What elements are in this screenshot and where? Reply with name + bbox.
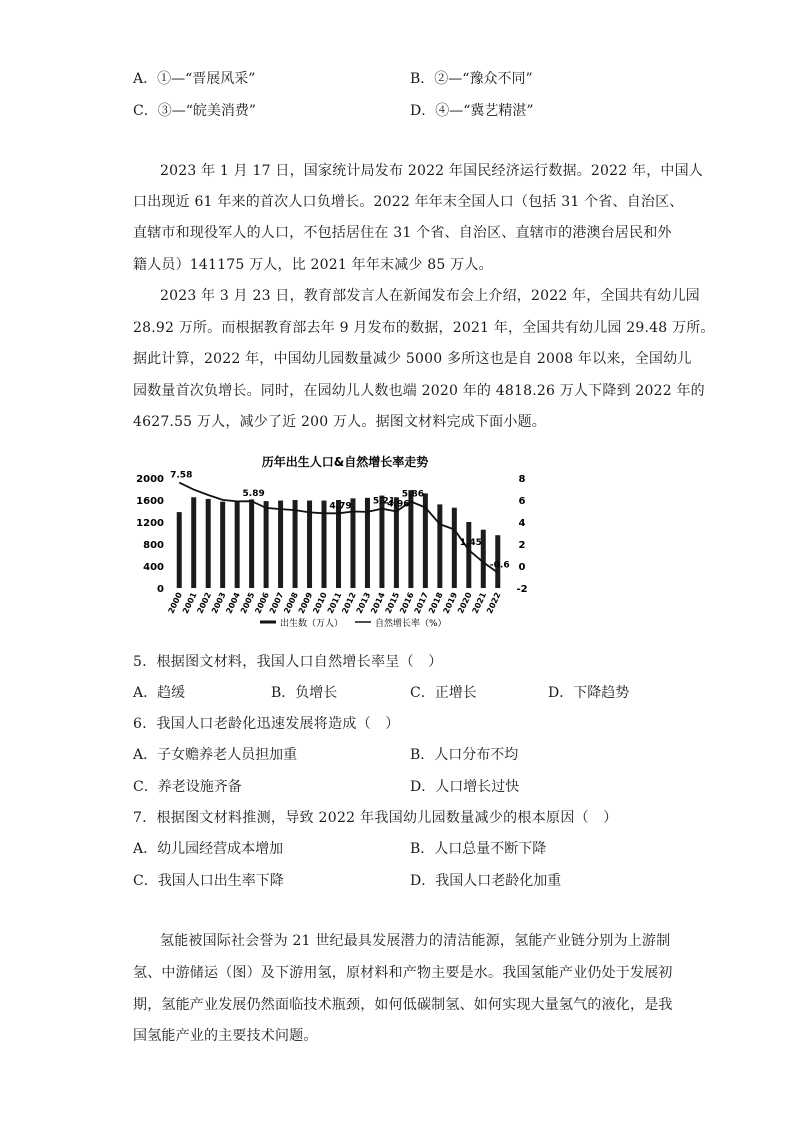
q5-option-a: A．趋缓: [133, 685, 186, 701]
q6-option-c: C．养老设施齐备: [133, 779, 242, 795]
x-tick-label: 2016: [398, 591, 416, 616]
passage1-line: 籍人员）141175 万人，比 2021 年年末减少 85 万人。: [133, 257, 493, 273]
left-tick-label: 1200: [136, 518, 164, 529]
left-tick-label: 2000: [136, 474, 164, 485]
x-tick-label: 2002: [195, 591, 214, 616]
rate-data-label: 5.21: [372, 496, 396, 507]
bar-birth: [293, 500, 298, 588]
q4-option-c: C．③—“皖美消费”: [133, 103, 257, 119]
left-tick-label: 0: [157, 584, 164, 595]
x-tick-label: 2022: [485, 591, 503, 616]
x-tick-label: 2011: [325, 591, 344, 616]
right-tick-label: 6: [518, 496, 526, 507]
x-tick-label: 2009: [296, 591, 315, 616]
q4-option-a: A．①—“晋展风采”: [133, 71, 256, 87]
passage1-line: 4627.55 万人，减少了近 200 万人。据图文材料完成下面小题。: [133, 414, 546, 430]
x-tick-label: 2001: [180, 591, 199, 616]
q6-stem: 6．我国人口老龄化迅速发展将造成（ ）: [133, 716, 400, 732]
q5-option-c: C．正增长: [410, 685, 477, 701]
passage2-line: 期，氢能产业发展仍然面临技术瓶颈，如何低碳制氢、如何实现大量氢气的液化，是我: [133, 997, 673, 1013]
passage1-line: 2023 年 1 月 17 日，国家统计局发布 2022 年国民经济运行数据。2022 年，中国人: [160, 163, 704, 179]
x-tick-label: 2018: [427, 591, 445, 616]
q5-option-d: D．下降趋势: [548, 685, 630, 701]
q7-option-b: B．人口总量不断下降: [410, 841, 547, 857]
rate-data-label: 7.58: [170, 470, 193, 481]
left-tick-label: 400: [143, 562, 164, 573]
x-tick-label: 2017: [412, 591, 431, 616]
passage1-line: 28.92 万所。而根据教育部去年 9 月发布的数据，2021 年，全国共有幼儿园 29.48 万所。: [133, 320, 715, 336]
x-tick-label: 2005: [238, 591, 257, 616]
q6-option-b: B．人口分布不均: [410, 747, 519, 763]
bar-birth: [191, 497, 196, 588]
passage1-line: 据此计算，2022 年，中国幼儿园数量减少 5000 多所这也是自 2008 年以来，全国幼儿: [133, 351, 692, 367]
rate-data-label: 4.96: [387, 499, 410, 510]
rate-data-label: 5.89: [242, 489, 265, 500]
rate-data-label: 1.45: [459, 538, 482, 549]
x-tick-label: 2020: [456, 591, 474, 616]
right-tick-label: 4: [518, 518, 526, 529]
bar-birth: [206, 499, 211, 588]
passage2-line: 氢能被国际社会誉为 21 世纪最具发展潜力的清洁能源，氢能产业链分别为上游制: [160, 933, 671, 949]
passage2-line: 氢、中游储运（图）及下游用氢，原材料和产物主要是水。我国氢能产业仍处于发展初: [133, 965, 673, 981]
right-tick-label: 0: [518, 562, 526, 573]
x-tick-label: 2003: [209, 591, 228, 616]
chart-title: 历年出生人口&自然增长率走势: [261, 455, 429, 469]
bar-birth: [466, 522, 471, 588]
bar-birth: [249, 499, 254, 588]
x-tick-label: 2010: [311, 591, 329, 616]
x-tick-label: 2004: [224, 591, 242, 616]
q5-stem: 5．根据图文材料，我国人口自然增长率呈（ ）: [133, 654, 443, 670]
rate-data-label: 5.86: [401, 489, 425, 500]
right-tick-label: 2: [518, 540, 526, 551]
q4-option-d: D．④—“冀艺精湛”: [410, 103, 534, 119]
x-tick-label: 2008: [282, 591, 300, 616]
x-tick-label: 2015: [383, 591, 402, 616]
passage1-line: 2023 年 3 月 23 日，教育部发言人在新闻发布会上介绍，2022 年，全国共有幼儿园: [160, 288, 700, 304]
q4-option-b: B．②—“豫众不同”: [410, 71, 533, 87]
rate-data-label: -0.6: [489, 560, 510, 571]
q7-option-c: C．我国人口出生率下降: [133, 873, 284, 889]
legend-birth: 出生数（万人）: [280, 619, 344, 629]
x-tick-label: 2000: [166, 591, 185, 616]
birth-rate-chart: [130, 448, 540, 630]
q6-option-a: A．子女赡养老人员担加重: [133, 747, 298, 763]
q6-option-d: D．人口增长过快: [410, 779, 520, 795]
x-tick-label: 2006: [253, 591, 271, 616]
x-tick-label: 2014: [369, 591, 387, 616]
x-tick-label: 2021: [470, 591, 489, 616]
x-tick-label: 2012: [340, 591, 358, 616]
x-tick-label: 2007: [267, 591, 286, 616]
passage1-line: 口出现近 61 年来的首次人口负增长。2022 年年末全国人口（包括 31 个省、自治区、: [133, 194, 684, 210]
bar-birth: [437, 504, 442, 588]
passage2-line: 国氢能产业的主要技术问题。: [133, 1028, 318, 1044]
q7-option-a: A．幼儿园经营成本增加: [133, 841, 284, 857]
q7-option-d: D．我国人口老龄化加重: [410, 873, 562, 889]
rate-data-label: 4.79: [329, 501, 352, 512]
legend-rate: 自然增长率（%）: [375, 619, 447, 629]
bar-birth: [264, 501, 269, 588]
passage1-line: 直辖市和现役军人的人口，不包括居住在 31 个省、自治区、直辖市的港澳台居民和外: [133, 225, 672, 241]
bar-birth: [307, 501, 312, 588]
passage1-line: 园数量首次负增长。同时，在园幼儿人数也端 2020 年的 4818.26 万人下降到 2022 年的: [133, 383, 705, 399]
left-tick-label: 1600: [136, 496, 164, 507]
right-tick-label: -2: [516, 584, 528, 595]
chart-svg: [130, 448, 540, 630]
bar-birth: [177, 512, 182, 588]
bar-birth: [278, 501, 283, 588]
q7-stem: 7．根据图文材料推测，导致 2022 年我国幼儿园数量减少的根本原因（ ）: [133, 810, 618, 826]
x-tick-label: 2013: [354, 591, 373, 616]
right-tick-label: 8: [518, 474, 526, 485]
bar-birth: [235, 501, 240, 588]
x-tick-label: 2019: [441, 591, 460, 616]
bar-birth: [220, 502, 225, 588]
left-tick-label: 800: [143, 540, 164, 551]
q5-option-b: B．负增长: [271, 685, 338, 701]
bar-birth: [452, 508, 457, 588]
